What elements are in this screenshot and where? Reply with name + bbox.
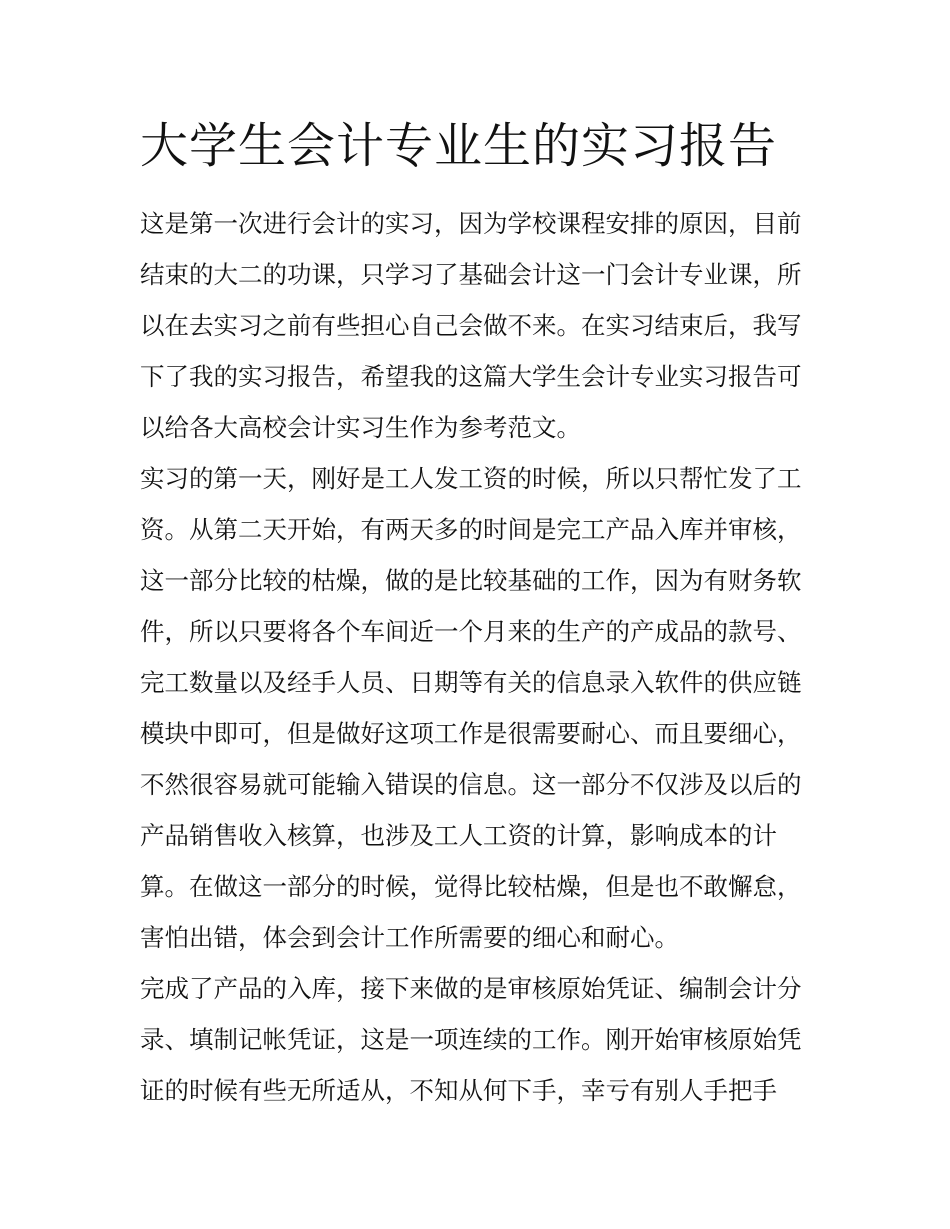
paragraph-vouchers bbox=[140, 963, 820, 1116]
text-line: 模块中即可，但是做好这项工作是很需要耐心、而且要细心， bbox=[140, 719, 802, 748]
paragraph-first-day bbox=[140, 453, 820, 963]
text-line: 以给各大高校会计实习生作为参考范文。 bbox=[140, 413, 581, 442]
paragraph-intro bbox=[140, 198, 820, 453]
text-line: 这是第一次进行会计的实习，因为学校课程安排的原因，目前 bbox=[140, 209, 802, 238]
text-line: 这一部分比较的枯燥，做的是比较基础的工作，因为有财务软 bbox=[140, 566, 802, 595]
document-title: 大学生会计专业生的实习报告 bbox=[140, 118, 778, 174]
text-line: 害怕出错，体会到会计工作所需要的细心和耐心。 bbox=[140, 923, 679, 952]
text-line: 结束的大二的功课，只学习了基础会计这一门会计专业课，所 bbox=[140, 260, 802, 289]
text-line: 不然很容易就可能输入错误的信息。这一部分不仅涉及以后的 bbox=[140, 770, 802, 799]
text-line: 证的时候有些无所适从，不知从何下手，幸亏有别人手把手 bbox=[140, 1076, 777, 1105]
text-line: 录、填制记帐凭证，这是一项连续的工作。刚开始审核原始凭 bbox=[140, 1025, 802, 1054]
document-body bbox=[140, 198, 820, 1116]
text-line: 算。在做这一部分的时候，觉得比较枯燥，但是也不敢懈怠， bbox=[140, 872, 802, 901]
text-line: 实习的第一天，刚好是工人发工资的时候，所以只帮忙发了工 bbox=[140, 464, 802, 493]
text-line: 完工数量以及经手人员、日期等有关的信息录入软件的供应链 bbox=[140, 668, 802, 697]
text-line: 件，所以只要将各个车间近一个月来的生产的产成品的款号、 bbox=[140, 617, 802, 646]
text-line: 下了我的实习报告，希望我的这篇大学生会计专业实习报告可 bbox=[140, 362, 802, 391]
text-line: 以在去实习之前有些担心自己会做不来。在实习结束后，我写 bbox=[140, 311, 802, 340]
text-line: 资。从第二天开始，有两天多的时间是完工产品入库并审核， bbox=[140, 515, 802, 544]
text-line: 产品销售收入核算，也涉及工人工资的计算，影响成本的计 bbox=[140, 821, 777, 850]
text-line: 完成了产品的入库，接下来做的是审核原始凭证、编制会计分 bbox=[140, 974, 802, 1003]
